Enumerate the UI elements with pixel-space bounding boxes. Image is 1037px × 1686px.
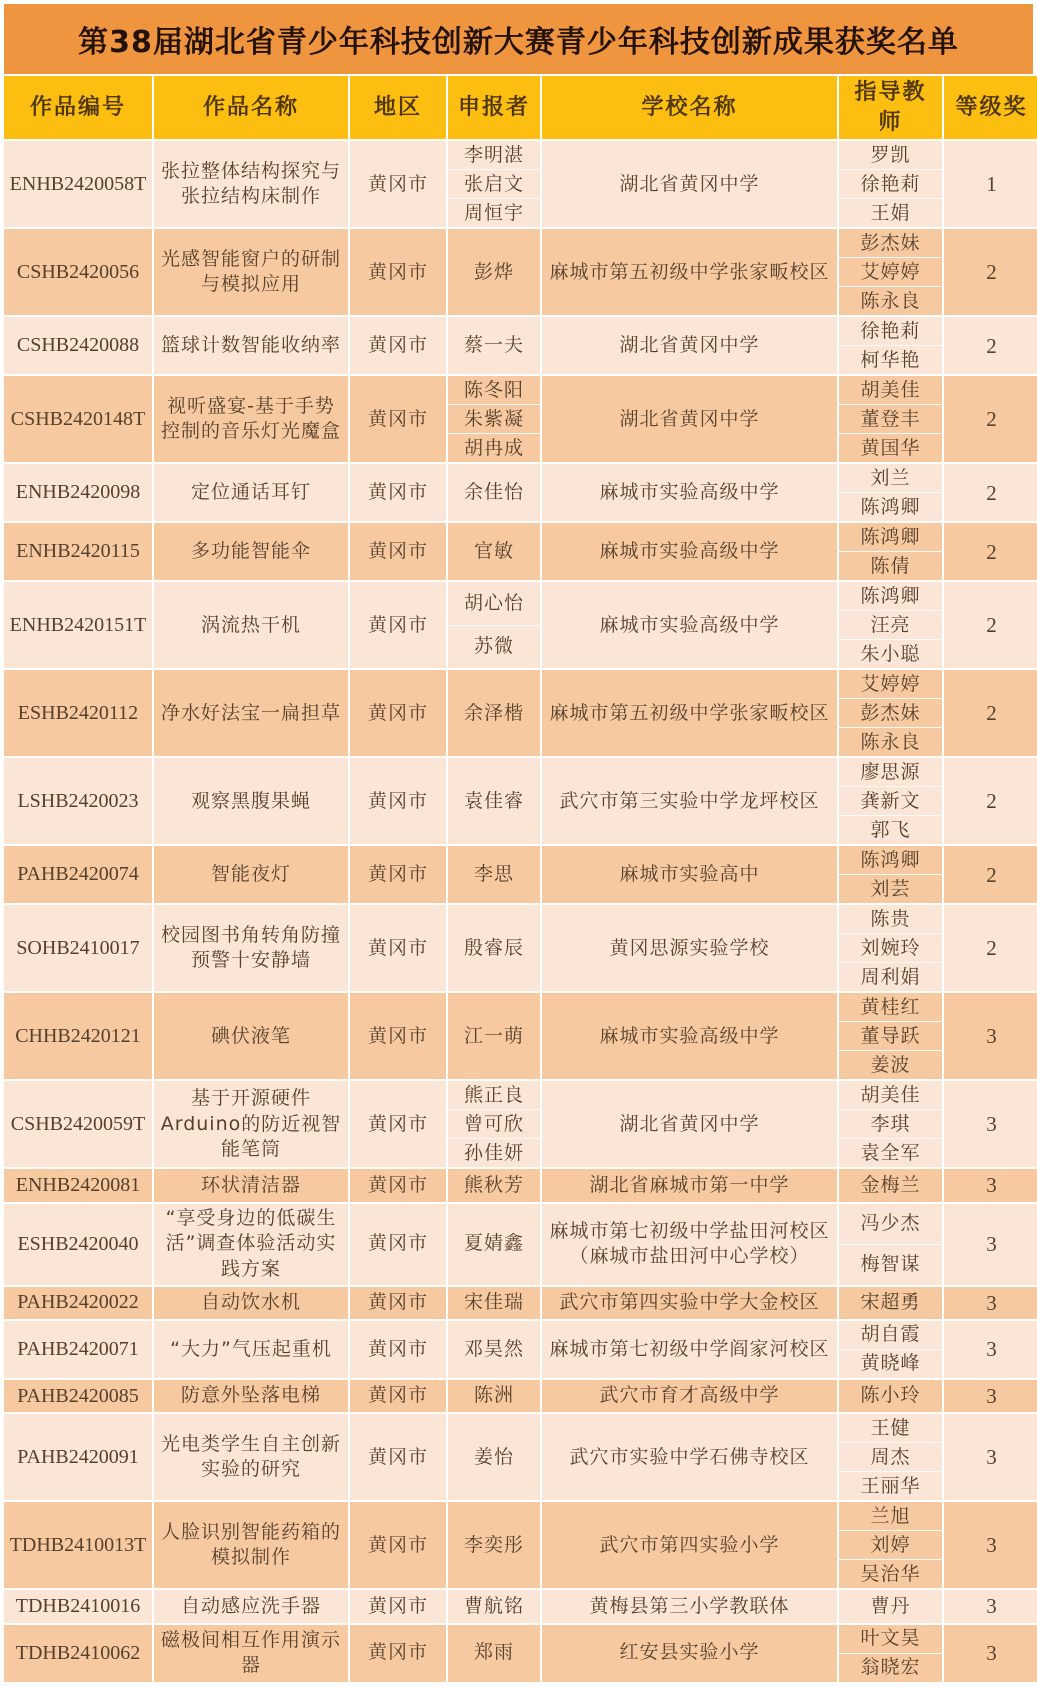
teachers-cell (838, 904, 943, 992)
teacher-name: 陈贵 (870, 907, 911, 930)
table-row (3, 140, 1034, 228)
teacher-name: 冯少杰 (860, 1211, 921, 1234)
work-title: 防意外坠落电梯 (153, 1379, 349, 1413)
teacher-name: 陈小玲 (860, 1384, 921, 1407)
applicant-name: 李思 (473, 863, 514, 886)
teacher-name: 姜波 (839, 1050, 942, 1079)
work-id: CSHB2420056 (3, 228, 153, 316)
work-id: CSHB2420059T (3, 1080, 153, 1168)
teachers-cell (838, 1203, 943, 1286)
applicant-name: 宋佳瑞 (463, 1290, 524, 1313)
school: 武穴市实验中学石佛寺校区 (541, 1413, 838, 1501)
applicant-name: 熊秋芳 (463, 1173, 524, 1196)
teacher-name: 徐艳莉 (839, 169, 942, 198)
teachers-cell (838, 1320, 943, 1379)
column-header-work-title: 作品名称 (153, 75, 349, 140)
teacher-name: 彭杰妹 (839, 698, 942, 727)
applicant-name: 邓昊然 (463, 1337, 524, 1360)
work-title: 光电类学生自主创新实验的研究 (153, 1413, 349, 1501)
region: 黄冈市 (349, 1286, 447, 1320)
work-id: ENHB2420081 (3, 1168, 153, 1202)
applicant-name: 周恒宇 (448, 198, 540, 227)
region: 黄冈市 (349, 1320, 447, 1379)
teacher-name: 周杰 (839, 1442, 942, 1471)
page-title (3, 3, 1034, 75)
applicants-cell (447, 1080, 541, 1168)
teacher-name: 陈倩 (839, 551, 942, 580)
table-row (3, 1168, 1034, 1202)
region: 黄冈市 (349, 1379, 447, 1413)
teacher-name: 黄晓峰 (839, 1349, 942, 1378)
school: 麻城市实验高级中学 (541, 463, 838, 522)
region: 黄冈市 (349, 845, 447, 904)
table-row (3, 581, 1034, 669)
region: 黄冈市 (349, 904, 447, 992)
teacher-name: 梅智谋 (839, 1244, 942, 1285)
teacher-name: 宋超勇 (860, 1290, 921, 1313)
applicant-name: 殷睿辰 (463, 936, 524, 959)
applicant-name: 孙佳妍 (448, 1138, 540, 1167)
region: 黄冈市 (349, 1080, 447, 1168)
applicant-name: 余佳怡 (463, 481, 524, 504)
region: 黄冈市 (349, 228, 447, 316)
work-id: PAHB2420091 (3, 1413, 153, 1501)
award-level: 3 (943, 1080, 1037, 1168)
teachers-cell (838, 1589, 943, 1623)
work-title: 环状清洁器 (153, 1168, 349, 1202)
table-row (3, 522, 1034, 581)
region: 黄冈市 (349, 1501, 447, 1589)
work-id: PAHB2420074 (3, 845, 153, 904)
table-row (3, 1286, 1034, 1320)
table-row (3, 463, 1034, 522)
column-header-region: 地区 (349, 75, 447, 140)
region: 黄冈市 (349, 669, 447, 757)
table-row (3, 757, 1034, 845)
work-id: CSHB2420088 (3, 316, 153, 375)
applicants-cell (447, 992, 541, 1080)
teacher-name: 柯华艳 (839, 345, 942, 374)
work-title: 篮球计数智能收纳率 (153, 316, 349, 375)
teachers-cell (838, 522, 943, 581)
applicant-name: 夏婧鑫 (463, 1232, 524, 1255)
teacher-name: 陈鸿卿 (860, 848, 921, 871)
teachers-cell (838, 140, 943, 228)
work-id: PAHB2420085 (3, 1379, 153, 1413)
work-id: TDHB2410016 (3, 1589, 153, 1623)
work-id: PAHB2420022 (3, 1286, 153, 1320)
region: 黄冈市 (349, 1589, 447, 1623)
applicant-name: 彭烨 (473, 260, 514, 283)
table-header-row (3, 75, 1034, 140)
teacher-name: 艾婷婷 (860, 672, 921, 695)
region: 黄冈市 (349, 1624, 447, 1683)
table-row (3, 1589, 1034, 1623)
award-level: 2 (943, 669, 1037, 757)
award-level: 2 (943, 522, 1037, 581)
teachers-cell (838, 1413, 943, 1501)
school: 黄冈思源实验学校 (541, 904, 838, 992)
page-title-text: 第38届湖北省青少年科技创新大赛青少年科技创新成果获奖名单 (78, 25, 959, 60)
teacher-name: 胡美佳 (860, 1083, 921, 1106)
region: 黄冈市 (349, 140, 447, 228)
teacher-name: 黄桂红 (860, 995, 921, 1018)
school: 麻城市实验高级中学 (541, 581, 838, 669)
award-level: 2 (943, 316, 1037, 375)
school: 麻城市实验高中 (541, 845, 838, 904)
school: 麻城市实验高级中学 (541, 992, 838, 1080)
region: 黄冈市 (349, 1168, 447, 1202)
award-level: 2 (943, 845, 1037, 904)
applicant-name: 胡冉成 (448, 433, 540, 462)
applicants-cell (447, 904, 541, 992)
teacher-name: 朱小聪 (839, 639, 942, 668)
applicant-name: 蔡一夫 (463, 334, 524, 357)
school: 武穴市第四实验小学 (541, 1501, 838, 1589)
award-level: 2 (943, 757, 1037, 845)
work-title: 磁极间相互作用演示器 (153, 1624, 349, 1683)
region: 黄冈市 (349, 1203, 447, 1286)
applicant-name: 姜怡 (473, 1445, 514, 1468)
applicant-name: 余泽楷 (463, 701, 524, 724)
applicant-name: 郑雨 (473, 1641, 514, 1664)
award-level: 3 (943, 1589, 1037, 1623)
teacher-name: 金梅兰 (860, 1173, 921, 1196)
applicants-cell (447, 1589, 541, 1623)
work-id: ENHB2420115 (3, 522, 153, 581)
table-row (3, 845, 1034, 904)
teacher-name: 刘婷 (839, 1530, 942, 1559)
teacher-name: 龚新文 (839, 786, 942, 815)
award-level: 3 (943, 1320, 1037, 1379)
work-id: CSHB2420148T (3, 375, 153, 463)
school: 湖北省黄冈中学 (541, 1080, 838, 1168)
teachers-cell (838, 1080, 943, 1168)
work-title: “大力”气压起重机 (153, 1320, 349, 1379)
region: 黄冈市 (349, 581, 447, 669)
work-id: LSHB2420023 (3, 757, 153, 845)
teacher-name: 郭飞 (839, 815, 942, 844)
applicants-cell (447, 1168, 541, 1202)
column-header-teacher: 指导教师 (838, 75, 943, 140)
teachers-cell (838, 669, 943, 757)
teacher-name: 黄国华 (839, 433, 942, 462)
teacher-name: 陈永良 (839, 286, 942, 315)
column-header-applicant: 申报者 (447, 75, 541, 140)
work-title: 智能夜灯 (153, 845, 349, 904)
teachers-cell (838, 1286, 943, 1320)
teachers-cell (838, 1168, 943, 1202)
table-row (3, 992, 1034, 1080)
region: 黄冈市 (349, 522, 447, 581)
applicant-name: 江一萌 (463, 1024, 524, 1047)
school: 麻城市第七初级中学阎家河校区 (541, 1320, 838, 1379)
work-title: 碘伏液笔 (153, 992, 349, 1080)
work-id: ENHB2420098 (3, 463, 153, 522)
table-body (3, 140, 1034, 1682)
region: 黄冈市 (349, 316, 447, 375)
school: 麻城市第五初级中学张家畈校区 (541, 228, 838, 316)
table-row (3, 1080, 1034, 1168)
award-level: 3 (943, 1286, 1037, 1320)
teachers-cell (838, 757, 943, 845)
work-title: 人脸识别智能药箱的模拟制作 (153, 1501, 349, 1589)
applicant-name: 陈洲 (473, 1384, 514, 1407)
table-row (3, 1501, 1034, 1589)
teacher-name: 陈永良 (839, 727, 942, 756)
teacher-name: 袁全军 (839, 1138, 942, 1167)
region: 黄冈市 (349, 992, 447, 1080)
applicant-name: 胡心怡 (463, 591, 524, 614)
applicant-name: 苏微 (448, 625, 540, 669)
table-row (3, 1379, 1034, 1413)
teacher-name: 李琪 (839, 1109, 942, 1138)
teacher-name: 叶文昊 (860, 1626, 921, 1649)
applicants-cell (447, 1501, 541, 1589)
teachers-cell (838, 228, 943, 316)
applicants-cell (447, 316, 541, 375)
work-id: ESHB2420112 (3, 669, 153, 757)
applicants-cell (447, 1624, 541, 1683)
teacher-name: 刘婉玲 (839, 933, 942, 962)
applicants-cell (447, 522, 541, 581)
school: 湖北省麻城市第一中学 (541, 1168, 838, 1202)
work-title: 光感智能窗户的研制与模拟应用 (153, 228, 349, 316)
table-row (3, 316, 1034, 375)
teacher-name: 王健 (870, 1416, 911, 1439)
table-row (3, 669, 1034, 757)
work-title: 涡流热干机 (153, 581, 349, 669)
applicants-cell (447, 1379, 541, 1413)
award-level: 3 (943, 1379, 1037, 1413)
teachers-cell (838, 581, 943, 669)
teacher-name: 胡美佳 (860, 378, 921, 401)
applicants-cell (447, 463, 541, 522)
column-header-work-id: 作品编号 (3, 75, 153, 140)
applicant-name: 熊正良 (463, 1083, 524, 1106)
applicant-name: 袁佳睿 (463, 789, 524, 812)
teachers-cell (838, 992, 943, 1080)
applicants-cell (447, 845, 541, 904)
table-row (3, 904, 1034, 992)
work-id: ENHB2420151T (3, 581, 153, 669)
teacher-name: 艾婷婷 (839, 257, 942, 286)
award-level: 3 (943, 1168, 1037, 1202)
school: 麻城市第七初级中学盐田河校区（麻城市盐田河中心学校） (541, 1203, 838, 1286)
teachers-cell (838, 316, 943, 375)
applicant-name: 李明湛 (463, 143, 524, 166)
teacher-name: 彭杰妹 (860, 231, 921, 254)
award-level: 2 (943, 375, 1037, 463)
table-row (3, 1413, 1034, 1501)
school: 武穴市第四实验中学大金校区 (541, 1286, 838, 1320)
teachers-cell (838, 1624, 943, 1683)
award-level: 3 (943, 1203, 1037, 1286)
teachers-cell (838, 845, 943, 904)
applicants-cell (447, 375, 541, 463)
applicant-name: 陈冬阳 (463, 378, 524, 401)
teacher-name: 廖思源 (860, 760, 921, 783)
work-title: 定位通话耳钉 (153, 463, 349, 522)
table-row (3, 1624, 1034, 1683)
teacher-name: 董登丰 (839, 404, 942, 433)
applicant-name: 李奕彤 (463, 1533, 524, 1556)
work-title: 净水好法宝一扁担草 (153, 669, 349, 757)
school: 红安县实验小学 (541, 1624, 838, 1683)
school: 湖北省黄冈中学 (541, 140, 838, 228)
work-title: 多功能智能伞 (153, 522, 349, 581)
work-id: TDHB2410062 (3, 1624, 153, 1683)
applicant-name: 朱紫凝 (448, 404, 540, 433)
award-level: 2 (943, 228, 1037, 316)
teachers-cell (838, 375, 943, 463)
teachers-cell (838, 1501, 943, 1589)
applicants-cell (447, 228, 541, 316)
award-level: 3 (943, 992, 1037, 1080)
teacher-name: 罗凯 (870, 143, 911, 166)
teacher-name: 陈鸿卿 (860, 584, 921, 607)
teacher-name: 王娟 (839, 198, 942, 227)
award-level: 1 (943, 140, 1037, 228)
work-title: 自动感应洗手器 (153, 1589, 349, 1623)
applicant-name: 张启文 (448, 169, 540, 198)
work-title: 校园图书角转角防撞预警十安静墙 (153, 904, 349, 992)
teacher-name: 周利娟 (839, 962, 942, 991)
work-id: TDHB2410013T (3, 1501, 153, 1589)
region: 黄冈市 (349, 1413, 447, 1501)
award-level: 2 (943, 904, 1037, 992)
teachers-cell (838, 463, 943, 522)
award-level: 3 (943, 1413, 1037, 1501)
school: 湖北省黄冈中学 (541, 316, 838, 375)
teacher-name: 翁晓宏 (839, 1653, 942, 1682)
table-row (3, 375, 1034, 463)
school: 湖北省黄冈中学 (541, 375, 838, 463)
work-title: 观察黑腹果蝇 (153, 757, 349, 845)
work-id: SOHB2410017 (3, 904, 153, 992)
teacher-name: 王丽华 (839, 1471, 942, 1500)
applicants-cell (447, 1320, 541, 1379)
school: 武穴市育才高级中学 (541, 1379, 838, 1413)
teacher-name: 刘兰 (870, 466, 911, 489)
teacher-name: 兰旭 (870, 1504, 911, 1527)
applicants-cell (447, 1413, 541, 1501)
teacher-name: 董导跃 (839, 1021, 942, 1050)
school: 麻城市实验高级中学 (541, 522, 838, 581)
table-row (3, 1203, 1034, 1286)
work-id: CHHB2420121 (3, 992, 153, 1080)
teacher-name: 陈鸿卿 (860, 525, 921, 548)
applicants-cell (447, 669, 541, 757)
teacher-name: 刘芸 (839, 874, 942, 903)
applicants-cell (447, 140, 541, 228)
school: 黄梅县第三小学教联体 (541, 1589, 838, 1623)
region: 黄冈市 (349, 375, 447, 463)
school: 武穴市第三实验中学龙坪校区 (541, 757, 838, 845)
applicants-cell (447, 1286, 541, 1320)
work-title: 基于开源硬件Arduino的防近视智能笔筒 (153, 1080, 349, 1168)
applicant-name: 官敏 (473, 540, 514, 563)
work-id: ENHB2420058T (3, 140, 153, 228)
award-level: 2 (943, 463, 1037, 522)
work-title: 张拉整体结构探究与张拉结构床制作 (153, 140, 349, 228)
teachers-cell (838, 1379, 943, 1413)
teacher-name: 曹丹 (870, 1594, 911, 1617)
work-title: 自动饮水机 (153, 1286, 349, 1320)
work-id: ESHB2420040 (3, 1203, 153, 1286)
region: 黄冈市 (349, 757, 447, 845)
applicant-name: 曾可欣 (448, 1109, 540, 1138)
column-header-school: 学校名称 (541, 75, 838, 140)
table-row (3, 228, 1034, 316)
award-level: 3 (943, 1501, 1037, 1589)
column-header-award: 等级奖 (943, 75, 1037, 140)
applicants-cell (447, 757, 541, 845)
table-row (3, 1320, 1034, 1379)
work-id: PAHB2420071 (3, 1320, 153, 1379)
work-title: “享受身边的低碳生活”调查体验活动实践方案 (153, 1203, 349, 1286)
teacher-name: 徐艳莉 (860, 319, 921, 342)
teacher-name: 胡自霞 (860, 1323, 921, 1346)
teacher-name: 陈鸿卿 (839, 492, 942, 521)
teacher-name: 吴治华 (839, 1559, 942, 1588)
school: 麻城市第五初级中学张家畈校区 (541, 669, 838, 757)
applicant-name: 曹航铭 (463, 1594, 524, 1617)
region: 黄冈市 (349, 463, 447, 522)
award-level: 3 (943, 1624, 1037, 1683)
applicants-cell (447, 581, 541, 669)
award-level: 2 (943, 581, 1037, 669)
applicants-cell (447, 1203, 541, 1286)
work-title: 视听盛宴-基于手势控制的音乐灯光魔盒 (153, 375, 349, 463)
teacher-name: 汪亮 (839, 610, 942, 639)
